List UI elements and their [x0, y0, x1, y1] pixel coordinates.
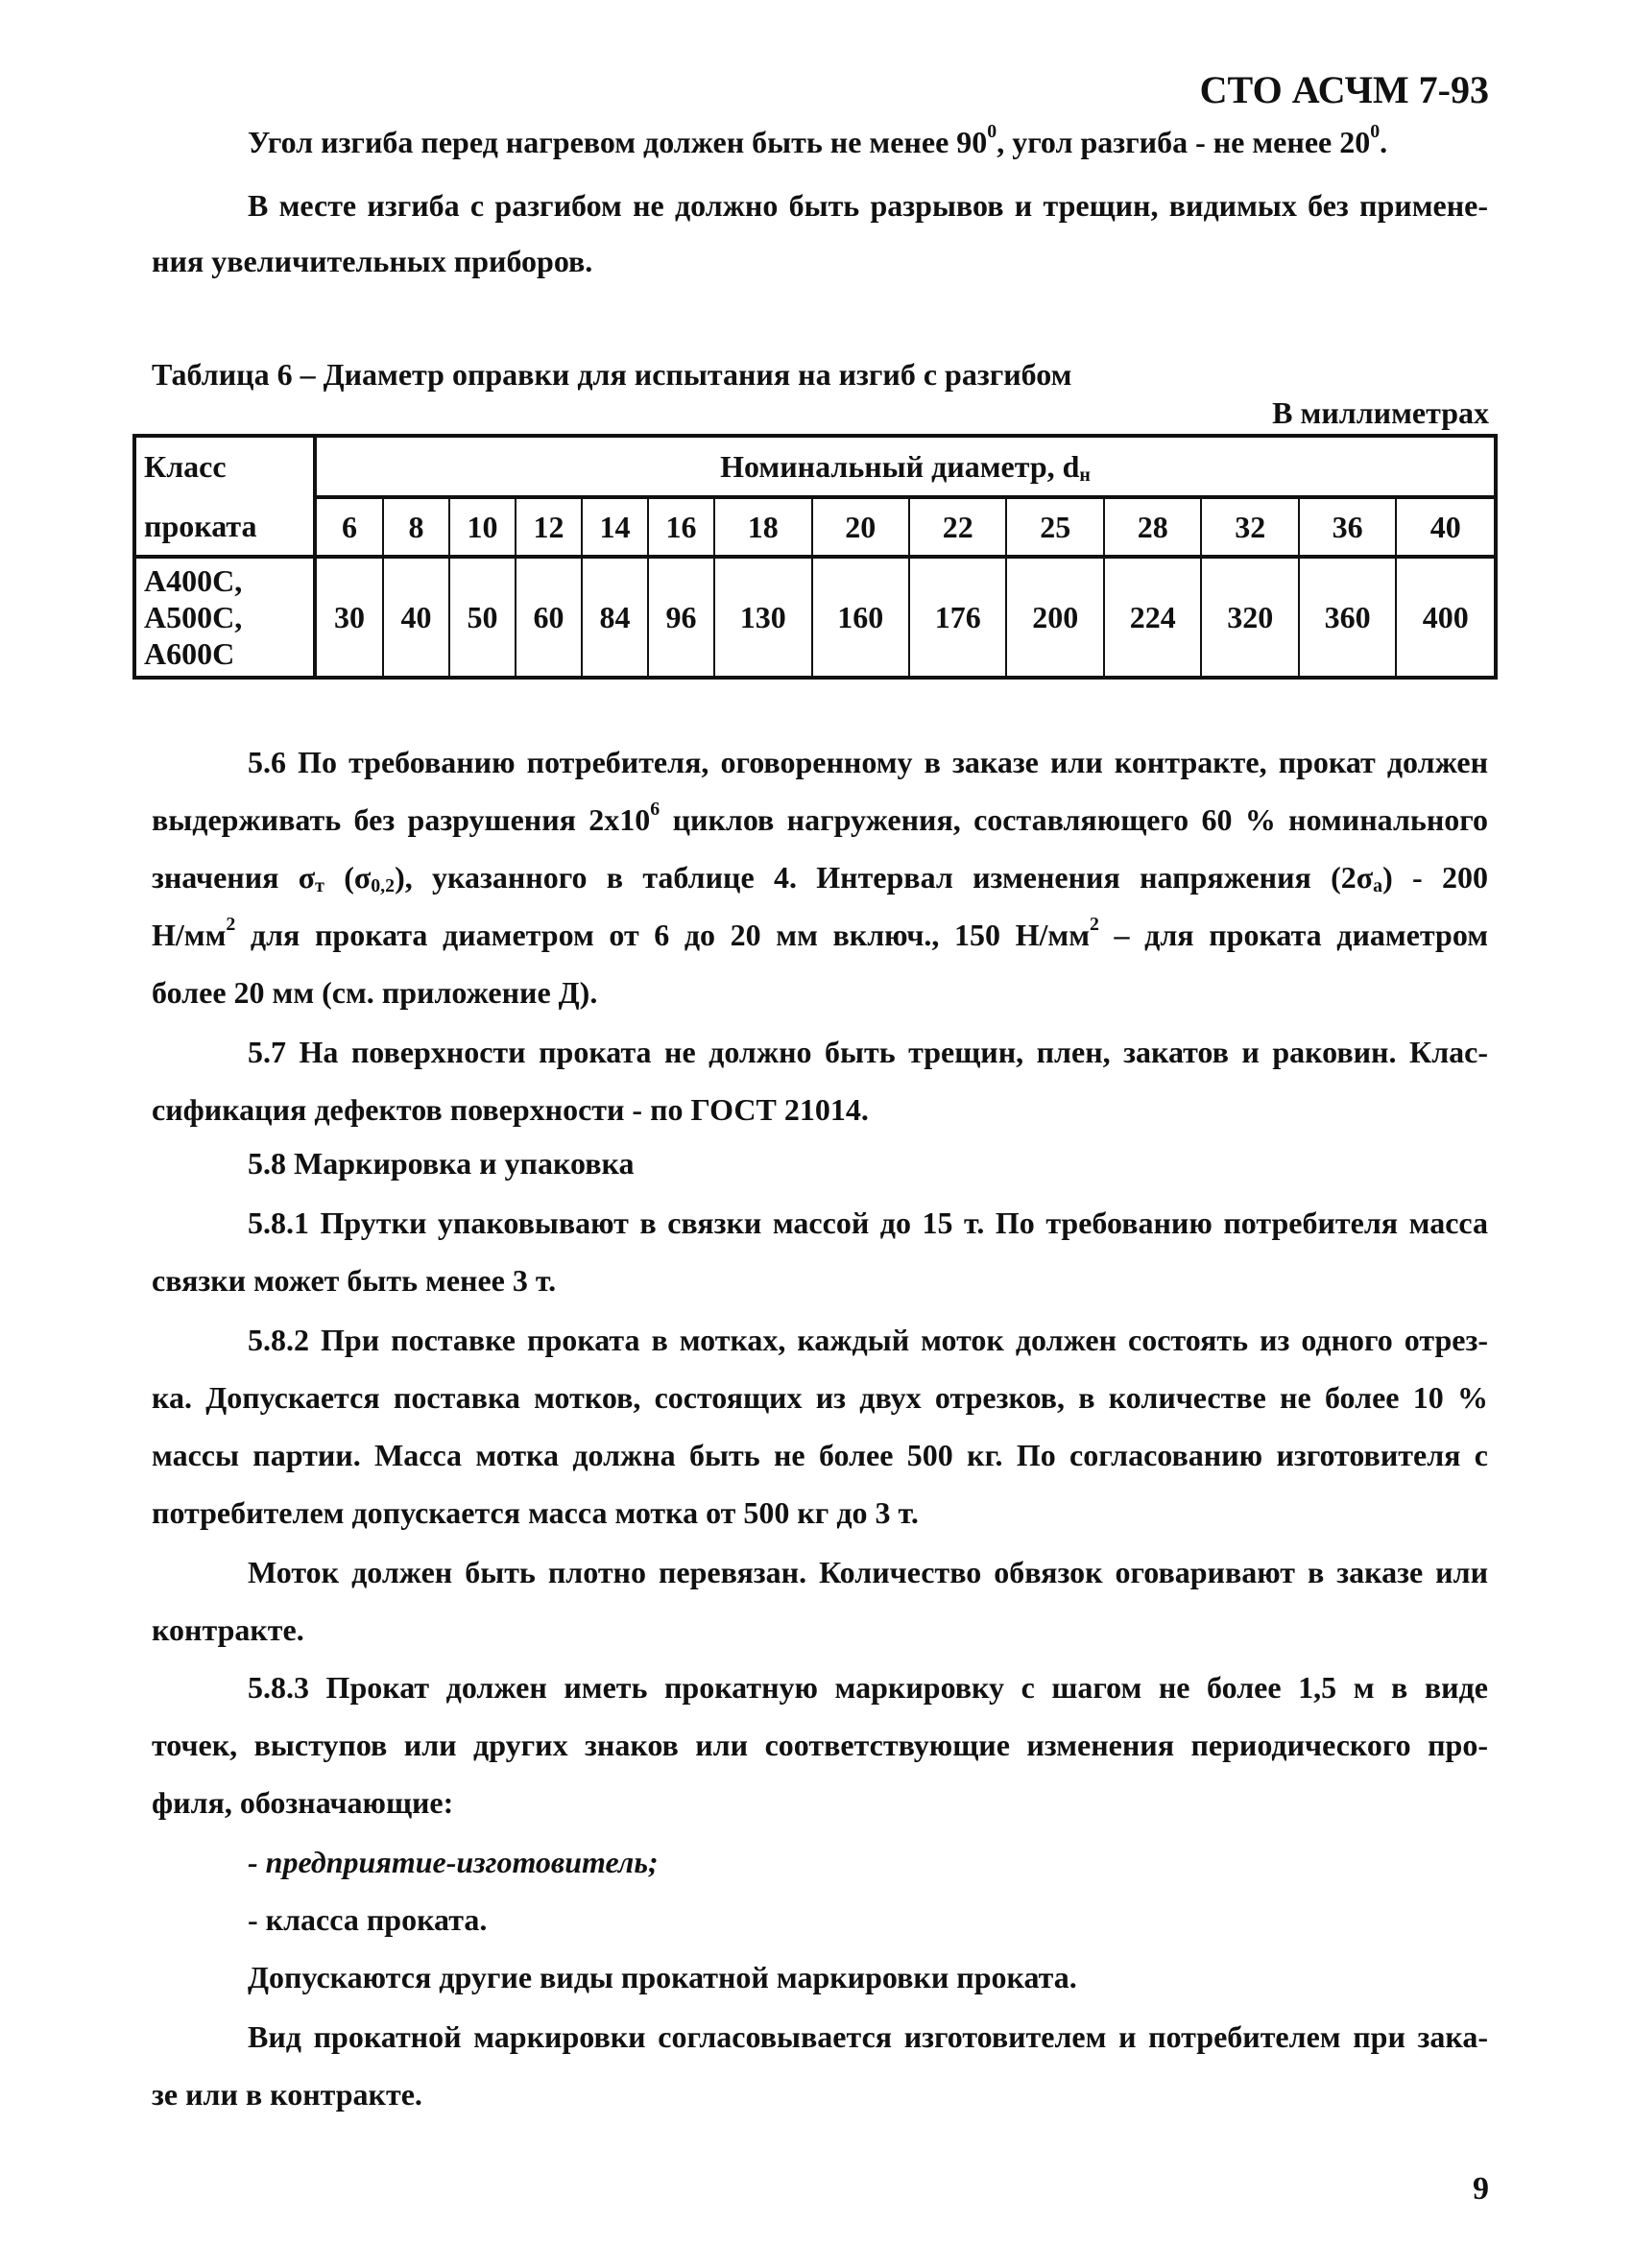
- p582-line-2: ка. Допускается поставка мотков, состоящих из двух отрезков, в количестве не более 10 %: [152, 1380, 1488, 1415]
- diameter-header-cell: 22: [909, 497, 1006, 557]
- class-header-top: Класс: [134, 436, 315, 497]
- p58-title: 5.8 Маркировка и упаковка: [248, 1146, 635, 1181]
- p56-line-2: выдерживать без разрушения $2x10^6$ циклов нагружения, составляющего 60 % номинального: [152, 799, 1488, 837]
- p583-line-3: филя, обозначающие:: [152, 1785, 454, 1820]
- p57-line-1: 5.7 На поверхности проката не должно быть трещин, плен, закатов и раковин. Клас-: [248, 1035, 1488, 1069]
- p56-line-1: 5.6 По требованию потребителя, оговоренному в заказе или контракте, прокат должен: [248, 745, 1488, 779]
- mandrel-diameter-table: [132, 434, 1498, 680]
- class-header-bottom: проката: [134, 497, 315, 557]
- p56-line-3: значения $\sigma_т$ $(\sigma_{0,2})$, указанного в таблице 4. Интервал изменения напряжения $(2\sigma_а) - 200$: [152, 860, 1488, 896]
- mandrel-diameter-cell: 30: [315, 557, 383, 678]
- p582-line-4: потребителем допускается масса мотка от 500 кг до 3 т.: [152, 1495, 919, 1530]
- intro-line-2: В месте изгиба с разгибом не должно быть разрывов и трещин, видимых без примене-: [248, 188, 1488, 223]
- p56-line-4: $Н/мм^2$ для проката диаметром от 6 до 20 мм включ., 150 $Н/мм^2$ – для проката диаметром: [152, 914, 1489, 952]
- diameter-header-cell: 32: [1201, 497, 1298, 557]
- diameter-header-cell: 14: [582, 497, 648, 557]
- p582-line-3: массы партии. Масса мотка должна быть не более 500 кг. По согласованию изготовителя с: [152, 1438, 1488, 1472]
- diameter-header-cell: 8: [383, 497, 449, 557]
- mandrel-diameter-cell: 360: [1299, 557, 1396, 678]
- diameter-header-cell: 6: [315, 497, 383, 557]
- diameter-header-cell: 36: [1299, 497, 1396, 557]
- p583-line-1: 5.8.3 Прокат должен иметь прокатную маркировку с шагом не более 1,5 м в виде: [248, 1670, 1488, 1705]
- mandrel-diameter-cell: 224: [1104, 557, 1201, 678]
- p583-line-5: Вид прокатной маркировки согласовывается изготовителем и потребителем при зака-: [248, 2019, 1488, 2054]
- p582-line-1: 5.8.2 При поставке проката в мотках, каждый моток должен состоять из одного отрез-: [248, 1323, 1488, 1357]
- diameter-header-cell: 18: [714, 497, 811, 557]
- diameter-header-cell: 12: [516, 497, 582, 557]
- class-a600c: А600С: [144, 636, 235, 671]
- mandrel-diameter-cell: 50: [449, 557, 516, 678]
- p57-line-2: сификация дефектов поверхности - по ГОСТ 21014.: [152, 1092, 869, 1127]
- table-units: В миллиметрах: [1272, 395, 1489, 430]
- mandrel-diameter-cell: 84: [582, 557, 648, 678]
- table-caption: Таблица 6 – Диаметр оправки для испытания на изгиб с разгибом: [152, 357, 1072, 392]
- intro-line-3: ния увеличительных приборов.: [152, 244, 593, 278]
- diameter-header-cell: 20: [812, 497, 909, 557]
- mandrel-diameter-cell: 400: [1396, 557, 1496, 678]
- p583-line-4: Допускаются другие виды прокатной маркировки проката.: [248, 1960, 1077, 1994]
- p581-line-1: 5.8.1 Прутки упаковывают в связки массой до 15 т. По требованию потребителя масса: [248, 1206, 1488, 1240]
- diameter-header-cell: 25: [1006, 497, 1103, 557]
- mandrel-diameter-cell: 130: [714, 557, 811, 678]
- diameter-header-cell: 40: [1396, 497, 1496, 557]
- diameter-header-cell: 10: [449, 497, 516, 557]
- mandrel-diameter-cell: 96: [648, 557, 714, 678]
- class-a400c: А400С,: [144, 563, 243, 598]
- page-number: 9: [1473, 2171, 1489, 2207]
- nominal-diameter-header: Номинальный диаметр, $d_н$: [315, 436, 1496, 497]
- p581-line-2: связки может быть менее 3 т.: [152, 1263, 557, 1298]
- p582-line-5: Моток должен быть плотно перевязан. Количество обвязок оговаривают в заказе или: [248, 1555, 1488, 1589]
- p56-line-5: более 20 мм (см. приложение Д).: [152, 975, 598, 1010]
- mandrel-diameter-cell: 40: [383, 557, 449, 678]
- p583-list-item-1: - предприятие-изготовитель;: [248, 1845, 659, 1879]
- mandrel-diameter-cell: 176: [909, 557, 1006, 678]
- p582-line-6: контракте.: [152, 1612, 304, 1647]
- class-a500c: А500С,: [144, 600, 243, 634]
- p583-line-2: точек, выступов или других знаков или соответствующие изменения периодического про-: [152, 1728, 1488, 1762]
- intro-line-1: Угол изгиба перед нагревом должен быть не менее $90^0$, угол разгиба - не менее $20^0$.: [248, 121, 1388, 159]
- diameter-header-cell: 16: [648, 497, 714, 557]
- mandrel-diameter-cell: 160: [812, 557, 909, 678]
- mandrel-diameter-cell: 60: [516, 557, 582, 678]
- document-code: СТО АСЧМ 7-93: [1199, 68, 1489, 111]
- mandrel-diameter-cell: 320: [1201, 557, 1298, 678]
- diameter-header-cell: 28: [1104, 497, 1201, 557]
- p583-line-6: зе или в контракте.: [152, 2077, 422, 2112]
- class-cell: [134, 557, 315, 678]
- mandrel-diameter-cell: 200: [1006, 557, 1103, 678]
- p583-list-item-2: - класса проката.: [248, 1902, 488, 1937]
